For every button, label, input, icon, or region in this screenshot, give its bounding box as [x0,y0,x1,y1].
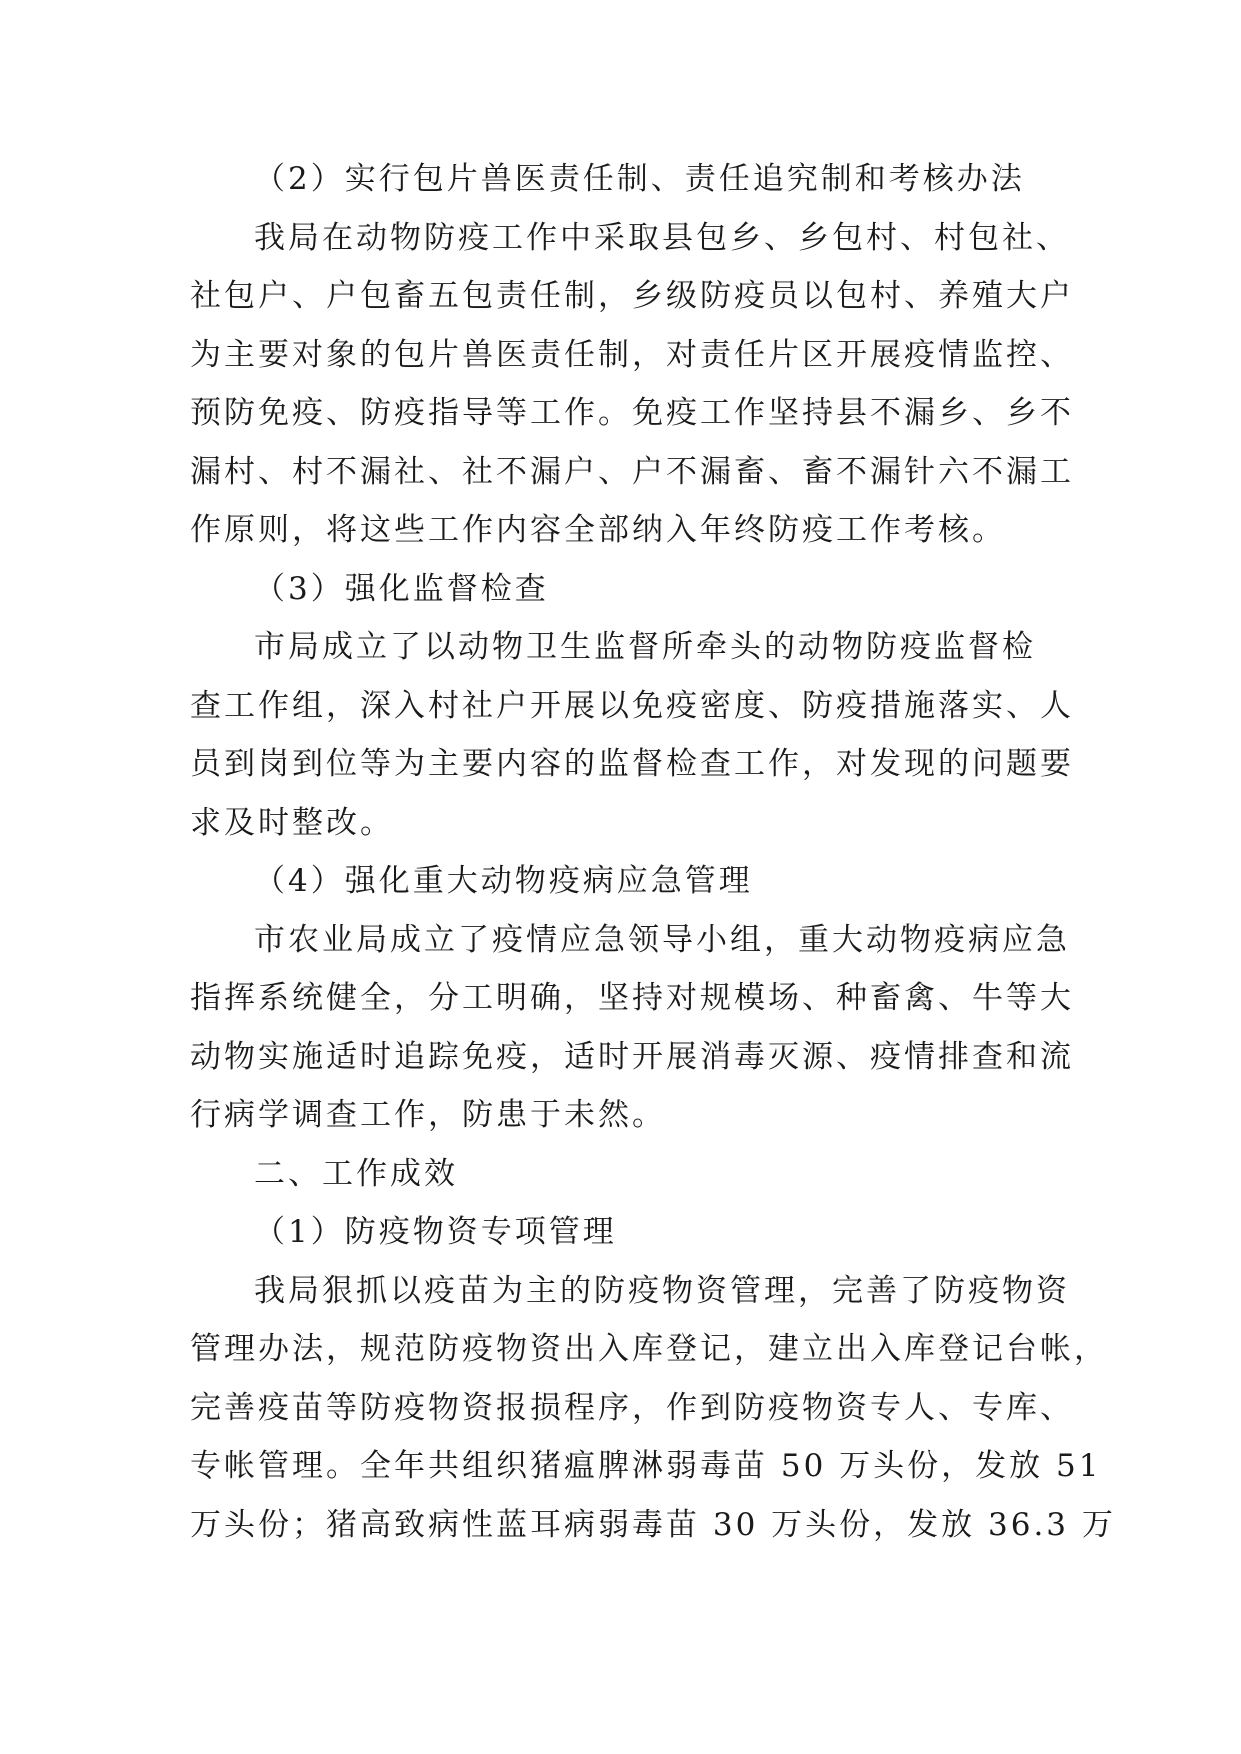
paragraph-line: 我局在动物防疫工作中采取县包乡、乡包村、村包社、 [254,219,1070,256]
paragraph-line: 万头份；猪高致病性蓝耳病弱毒苗 30 万头份，发放 36.3 万 [190,1506,1116,1543]
paragraph-line: 查工作组，深入村社户开展以免疫密度、防疫措施落实、人 [190,687,1074,724]
paragraph-line: 员到岗到位等为主要内容的监督检查工作，对发现的问题要 [190,746,1074,782]
section-heading-1: （1）防疫物资专项管理 [254,1214,617,1250]
paragraph-line: 作原则，将这些工作内容全部纳入年终防疫工作考核。 [190,512,1006,548]
paragraph-line: 求及时整改。 [190,804,394,841]
paragraph-line: 市局成立了以动物卫生监督所牵头的动物防疫监督检 [254,629,1036,665]
paragraph-line: 动物实施适时追踪免疫，适时开展消毒灭源、疫情排查和流 [190,1038,1074,1075]
paragraph-line: 我局狠抓以疫苗为主的防疫物资管理，完善了防疫物资 [254,1272,1070,1309]
document-body [190,150,1116,1554]
paragraph-line: 指挥系统健全，分工明确，坚持对规模场、种畜禽、牛等大 [190,980,1074,1016]
paragraph-line: 行病学调查工作，防患于未然。 [190,1097,666,1133]
section-heading-4: （4）强化重大动物疫病应急管理 [254,863,753,899]
paragraph-line: 管理办法，规范防疫物资出入库登记，建立出入库登记台帐， [190,1331,1108,1367]
section-heading-work-results: 二、工作成效 [254,1155,458,1192]
section-heading-3: （3）强化监督检查 [254,570,549,607]
paragraph-line: 市农业局成立了疫情应急领导小组，重大动物疫病应急 [254,921,1070,958]
paragraph-line: 为主要对象的包片兽医责任制，对责任片区开展疫情监控、 [190,336,1074,373]
paragraph-line: 漏村、村不漏社、社不漏户、户不漏畜、畜不漏针六不漏工 [190,453,1074,490]
paragraph-line: 社包户、户包畜五包责任制，乡级防疫员以包村、养殖大户 [190,278,1074,314]
paragraph-line: 预防免疫、防疫指导等工作。免疫工作坚持县不漏乡、乡不 [190,395,1074,431]
paragraph-line: 完善疫苗等防疫物资报损程序，作到防疫物资专人、专库、 [190,1389,1074,1426]
section-heading-2: （2）实行包片兽医责任制、责任追究制和考核办法 [254,161,1025,197]
paragraph-line: 专帐管理。全年共组织猪瘟脾淋弱毒苗 50 万头份，发放 51 [190,1448,1102,1484]
